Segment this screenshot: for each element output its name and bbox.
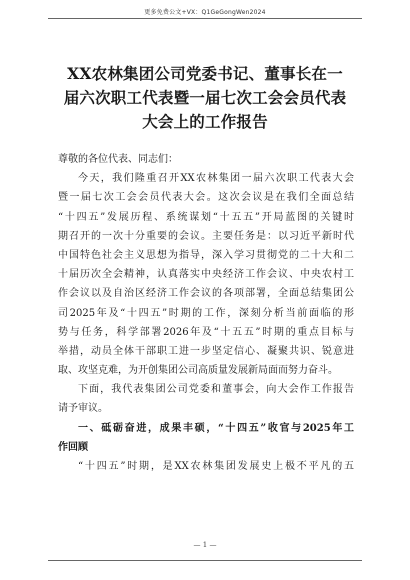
paragraph-line: 司2025年及“十四五”时期的工作，深刻分析当前面临的形 xyxy=(58,307,354,319)
paragraph-line: “十四五”发展历程、系统谋划“十五五”开局蓝图的关键时 xyxy=(58,211,354,223)
paragraph-line: 十届历次全会精神，认真落实中央经济工作会议、中央农村工 xyxy=(58,269,354,281)
section-heading: 作回顾 xyxy=(58,441,88,453)
document-body xyxy=(58,150,354,476)
paragraph-line: 下面，我代表集团公司党委和董事会，向大会作工作报告 xyxy=(78,384,354,396)
salutation: 尊敬的各位代表、同志们： xyxy=(58,154,178,165)
paragraph-line: 暨一届七次工会会员代表大会。这次会议是在我们全面总结 xyxy=(58,192,354,204)
paragraph-line: 取、攻坚克难，为开创集团公司高质量发展新局面而努力奋斗。 xyxy=(58,365,338,377)
paragraph-line: 势与任务，科学部署2026年及“十五五”时期的重点目标与 xyxy=(58,326,354,338)
header-divider xyxy=(48,18,362,19)
paragraph-line: 期召开的一次十分重要的会议。主要任务是：以习近平新时代 xyxy=(58,230,354,242)
paragraph-line: “十四五”时期，是XX农林集团发展史上极不平凡的五 xyxy=(78,461,354,472)
title-line: 届六次职工代表暨一届七次工会会员代表 xyxy=(63,88,347,107)
section-heading: 一、砥砺奋进，成果丰硕，“十四五”收官与2025年工 xyxy=(78,422,354,434)
page-number: — 1 — xyxy=(193,541,217,549)
paragraph-line: 今天，我们隆重召开XX农林集团一届六次职工代表大会 xyxy=(78,173,354,185)
paragraph-line: 作会议以及自治区经济工作会议的各项部署，全面总结集团公 xyxy=(58,288,354,300)
footer-divider xyxy=(48,560,362,561)
paragraph-line: 举措，动员全体干部职工进一步坚定信心、凝聚共识、锐意进 xyxy=(58,345,354,357)
paragraph-line: 请予审议。 xyxy=(58,403,108,415)
document-title xyxy=(52,62,358,134)
header-note: 更多免费公文+VX：Q1GeGongWen2024 xyxy=(144,9,266,16)
title-line: XX农林集团公司党委书记、董事长在一 xyxy=(67,64,343,83)
paragraph-line: 中国特色社会主义思想为指导，深入学习贯彻党的二十大和二 xyxy=(58,249,354,261)
title-line: 大会上的工作报告 xyxy=(142,112,268,131)
